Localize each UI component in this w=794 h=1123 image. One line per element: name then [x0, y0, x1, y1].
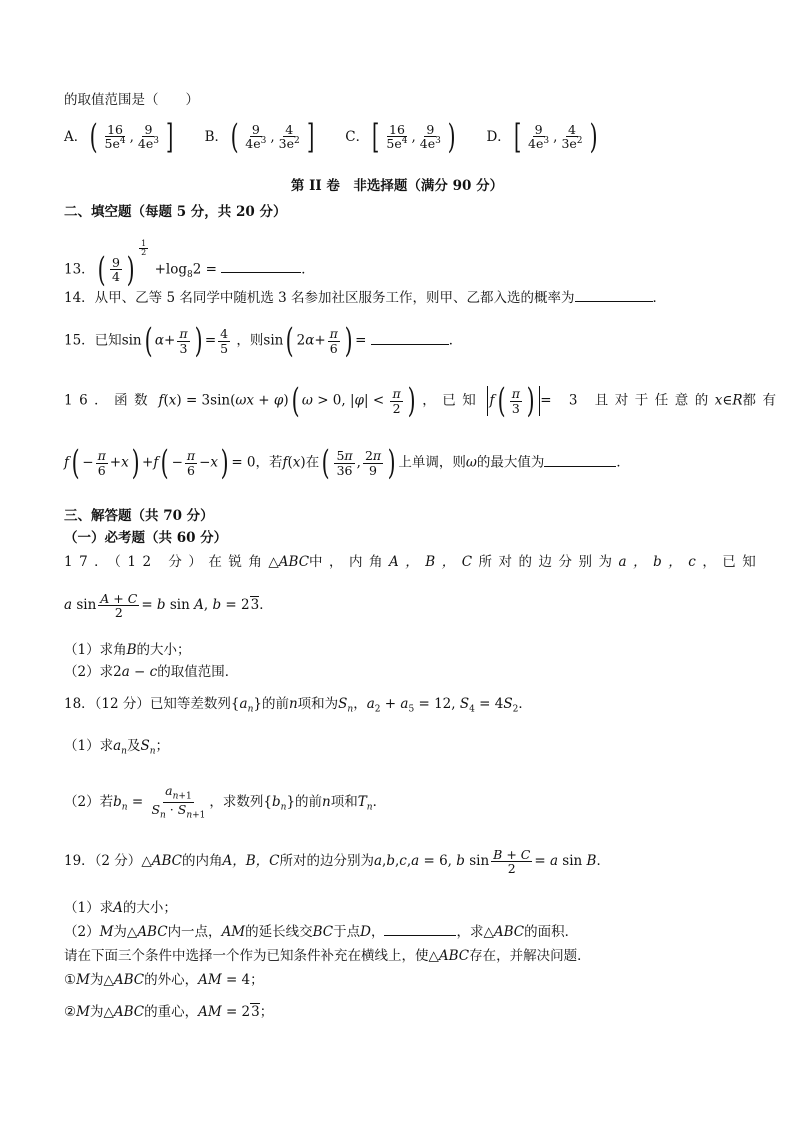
q14-answer-blank[interactable]	[575, 301, 653, 302]
section-answer-title: 三、解答题（共 70 分）	[64, 508, 214, 524]
question-13: 13．( $\frac{9}{4}$ ) $^{\frac{1}{2}}$ $+\log_82$ = ．	[64, 239, 315, 290]
q12-option-b[interactable]: B． ( $\frac{9}{4e^3}$ , $\frac{4}{3e^2}$ ]	[204, 117, 315, 157]
question-16-line-2: f( − $\frac{\pi}{6}$ +x) +f( − $\frac{\pi}{6}$ −x) = 0，若f(x)在( $\frac{5\pi}{36}$ , $\frac{2\pi}{9}$ ) 上单调，则ω的最大值为 ．	[64, 443, 630, 483]
question-19-part-1: （1）求A的大小；	[64, 900, 177, 916]
q12-option-a[interactable]: A． ( $\frac{16}{5e^4}$ , $\frac{9}{4e^3}$ ]	[64, 117, 174, 157]
question-19-instruction: 请在下面三个条件中选择一个作为已知条件补充在横线上，使△ABC存在，并解决问题．	[64, 948, 591, 964]
q15-answer-blank[interactable]	[371, 344, 449, 345]
section-fill-in-title: 二、填空题（每题 5 分，共 20 分）	[64, 204, 287, 220]
question-19-part-2: （2）M为△ABC内一点，AM的延长线交BC于点D， ，求△ABC的面积．	[64, 924, 579, 940]
q12-options	[64, 117, 624, 157]
question-17-part-1: （1）求角B的大小；	[64, 642, 191, 658]
question-19-line-1: 19．（2 分）△ABC的内角A，B，C所对的边分别为a,b,c,a = 6, b sin $\frac{B + C}{2}$ = a sin B．	[64, 847, 610, 877]
q12-stem-tail: 的取值范围是（ ）	[64, 92, 199, 108]
part2-title: 第 II 卷 非选择题（满分 90 分）	[290, 178, 504, 194]
question-18-line-1: 18．（12 分）已知等差数列$\{a_n\}$的前n项和为$S_n$，$a_2 + a_5 = 12$, $S_4 = 4S_2$．	[64, 696, 532, 715]
required-subsection-title: （一）必考题（共 60 分）	[64, 530, 228, 546]
question-19-condition-1[interactable]: ①M为△ABC的外心，AM = 4；	[64, 972, 264, 988]
question-17-condition: a sin $\frac{A + C}{2}$ = b sin A, b = 23．	[64, 591, 273, 621]
question-18-part-1: （1）求$a_n$及$S_n$；	[64, 738, 169, 757]
q13-answer-blank[interactable]	[221, 272, 301, 273]
question-17-line-1: 17．（12 分）在锐角△ABC中，内角A，B，C所对的边分别为a，b，c，已知	[64, 554, 763, 570]
q16-answer-blank[interactable]	[544, 466, 616, 467]
question-17-part-2: （2）求2a − c的取值范围．	[64, 664, 239, 680]
q12-option-d[interactable]: D． [ $\frac{9}{4e^3}$ , $\frac{4}{3e^2}$ )	[486, 117, 598, 157]
question-18-part-2: （2）若$b_n$ = $\frac{a_{n+1}}{S_n \cdot S_{n+1}}$ ，求数列$\{b_n\}$的前n项和$T_n$．	[64, 783, 387, 821]
question-19-condition-2[interactable]: ②M为△ABC的重心，AM = 23；	[64, 1004, 274, 1020]
q12-option-c[interactable]: C． [ $\frac{16}{5e^4}$ , $\frac{9}{4e^3}$ )	[345, 117, 456, 157]
question-16-line-1: 16．函数 f(x) = 3sin(ωx + φ)( ω > 0, |φ| < $\frac{\pi}{2}$ ) ，已知 f( $\frac{\pi}{3}$ ) = 3 且对于任意的x∈R都有	[64, 381, 783, 421]
question-15: 15．已知sin( α+ $\frac{\pi}{3}$ ) = $\frac{4}{5}$ ，则sin( 2α+ $\frac{\pi}{6}$ ) = ．	[64, 321, 463, 361]
question-14: 14．从甲、乙等 5 名同学中随机选 3 名参加社区服务工作，则甲、乙都入选的概率为 ．	[64, 290, 667, 306]
q19-condition-blank[interactable]	[384, 935, 456, 936]
